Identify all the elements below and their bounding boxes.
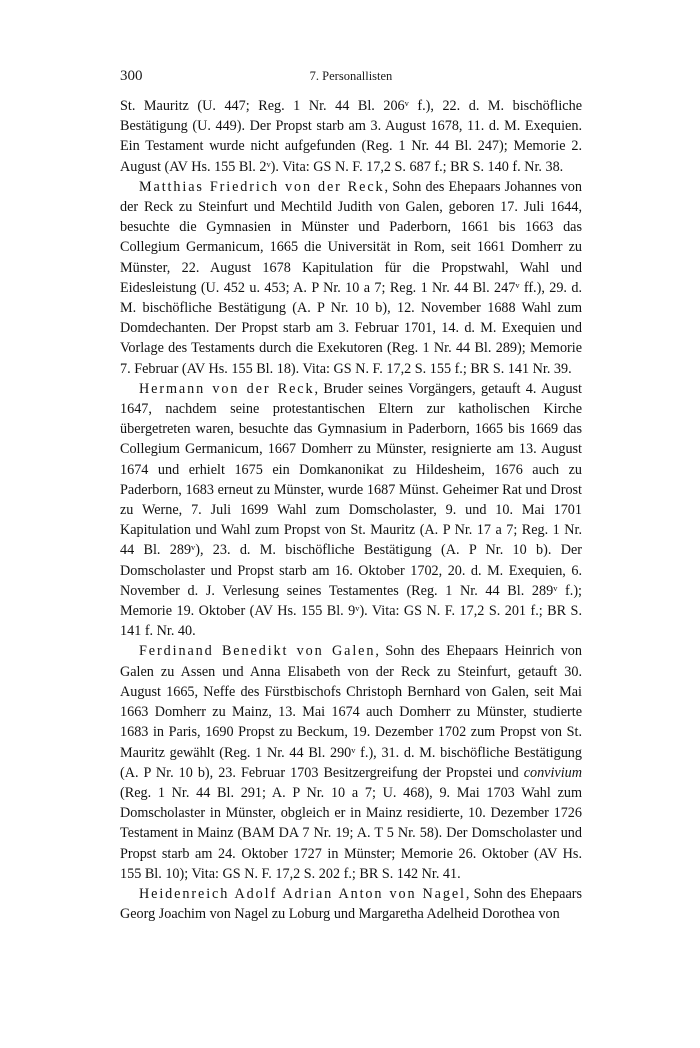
paragraph-text: , Bruder seines Vorgängers, getauft 4. August 1647, nachdem seine protestantischen Eltern zur katholischen Kirche übergetreten waren, besuchte das Gymnasium in Paderborn, 1665 bis 1669 das Collegium Germanicum, 1667 Domherr zu Münster, resignierte am 13. August 1674 und erhielt 1675 ein Domkanonikat zu Hildesheim, 1676 auch zu Paderborn, 1683 erneut zu Münster, wurde 1687 Münst. Geheimer Rat und Drost zu Werne, 7. Juli 1699 Wahl zum Domscholaster, 9. und 10. Mai 1701 Kapitulation und Wahl zum Propst von St. Mauritz (A. P Nr. 17 a 7; Reg. 1 Nr. 44 Bl. 289ᵛ), 23. d. M. bischöfliche Bestätigung (A. P Nr. 10 b). Der Domscholaster und Propst starb am 16. Oktober 1702, 20. d. M. Exequien, 6. November d. J. Verlesung seines Testamentes (Reg. 1 Nr. 44 Bl. 289ᵛ f.); Memorie 19. Oktober (AV Hs. 155 Bl. 9ᵛ). Vita: GS N. F. 17,2 S. 201 f.; BR S. 141 f. Nr. 40. [120,380,582,640]
person-name: Heidenreich Adolf Adrian Anton von Nagel [139,885,466,902]
paragraph-st-mauritz-continuation [120,96,582,177]
person-name: Matthias Friedrich von der Reck [139,178,385,195]
paragraph-heidenreich-von-nagel [120,884,582,924]
person-name: Hermann von der Reck [139,380,315,397]
paragraph-ferdinand-benedikt-von-galen [120,641,582,883]
paragraph-hermann-von-der-reck [120,379,582,642]
page-number: 300 [120,68,143,84]
person-name: Ferdinand Benedikt von Galen [139,643,376,660]
running-title: 7. Personallisten [309,69,393,83]
italic-term: convivium [523,764,582,781]
paragraph-matthias-friedrich-von-der-reck [120,177,582,379]
paragraph-text: (Reg. 1 Nr. 44 Bl. 291; A. P Nr. 10 a 7; U. 468), 9. Mai 1703 Wahl zum Domscholaster in Münster, obgleich er in Mainz residierte, 10. Dezember 1726 Testament in Mainz (BAM DA 7 Nr. 19; A. T 5 Nr. 58). Der Domscholaster und Propst starb am 24. Oktober 1727 in Münster; Memorie 26. Oktober (AV Hs. 155 Bl. 10); Vita: GS N. F. 17,2 S. 202 f.; BR S. 142 Nr. 41. [120,784,582,882]
paragraph-text: , Sohn des Ehepaars Johannes von der Reck zu Steinfurt und Mechtild Judith von Galen, geboren 17. Juli 1644, besuchte die Gymnasien in Münster und Paderborn, 1661 bis 1663 das Collegium Germanicum, 1665 die Universität in Rom, seit 1661 Domherr zu Münster, 22. August 1678 Kapitulation für die Propstwahl, Wahl und Eidesleistung (U. 452 u. 453; A. P Nr. 10 a 7; Reg. 1 Nr. 44 Bl. 247ᵛ ff.), 29. d. M. bischöfliche Bestätigung (A. P Nr. 10 b), 12. November 1688 Wahl zum Domdechanten. Der Propst starb am 3. Februar 1701, 14. d. M. Exequien und Vorlage des Testaments durch die Exekutoren (Reg. 1 Nr. 44 Bl. 289); Memorie 7. Februar (AV Hs. 155 Bl. 18). Vita: GS N. F. 17,2 S. 155 f.; BR S. 141 Nr. 39. [120,178,582,377]
paragraph-text: , Sohn des Ehepaars Heinrich von Galen zu Assen und Anna Elisabeth von der Reck zu Steinfurt, getauft 30. August 1665, Neffe des Fürstbischofs Christoph Bernhard von Galen, seit Mai 1663 Domherr zu Mainz, 13. Mai 1674 auch Domherr zu Münster, studierte 1683 in Paris, 1690 Propst zu Beckum, 19. Dezember 1702 zum Propst von St. Mauritz gewählt (Reg. 1 Nr. 44 Bl. 290ᵛ f.), 31. d. M. bischöfliche Bestätigung (A. P Nr. 10 b), 23. Februar 1703 Besitzergreifung der Propstei und [120,643,582,781]
paragraph-text: , Sohn des Ehepaars Georg Joachim von Nagel zu Loburg und Margaretha Adelheid Dorothea von [120,885,582,923]
paragraph-text: St. Mauritz (U. 447; Reg. 1 Nr. 44 Bl. 206ᵛ f.), 22. d. M. bischöfliche Bestätigung (U. 449). Der Propst starb am 3. August 1678, 11. d. M. Exequien. Ein Testament wurde nicht aufgefunden (Reg. 1 Nr. 44 Bl. 247); Memorie 2. August (AV Hs. 155 Bl. 2ᵛ). Vita: GS N. F. 17,2 S. 687 f.; BR S. 140 f. Nr. 38. [120,98,582,175]
page-header [120,68,582,88]
body-text [120,96,582,924]
